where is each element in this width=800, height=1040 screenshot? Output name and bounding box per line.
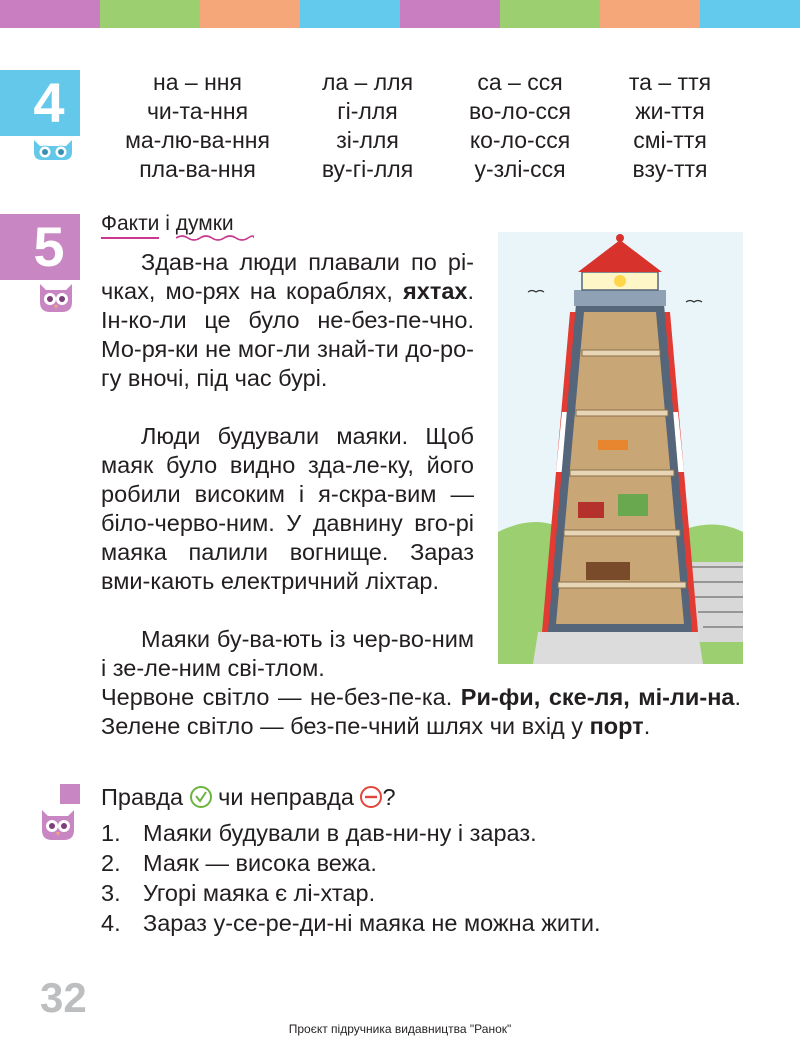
syllable-cell: жи-ття [635, 98, 705, 124]
syllable-table [100, 68, 740, 184]
exercise-4-badge [0, 70, 80, 136]
owl-icon [38, 808, 78, 842]
paragraph-2 [101, 422, 474, 596]
p4-text-a: Червоне світло — не-без-пе-ка. [101, 684, 461, 710]
paragraph-4 [101, 683, 741, 741]
stripe-segment [700, 0, 800, 28]
wavy-underline [176, 234, 254, 242]
exercise-5-number: 5 [33, 215, 65, 278]
exercise-4-number: 4 [33, 71, 65, 134]
p4-bold-hazards: Ри-фи, ске-ля, мі-ли-на [460, 684, 735, 710]
statement-item [101, 878, 600, 908]
section-heading [101, 212, 234, 236]
p4-text-c: . Зелене світло — без-пе-чний шлях чи вхід у [101, 684, 741, 739]
syllable-cell: у-злі-сся [474, 156, 566, 182]
statement-number: 2. [101, 850, 121, 876]
paragraph-3 [101, 625, 474, 683]
syllable-cell: са – сся [477, 69, 563, 95]
p2-text: Люди будували маяки. Щоб маяк було видно зда-ле-ку, його робили високим і я-скра-вим — біло-черво-ним. У давнину вго-рі маяка палили вогнище. Зараз вми-кають електричний ліхтар. [101, 423, 474, 594]
syllable-cell: зі-лля [336, 127, 399, 153]
syllable-cell: чи-та-ння [146, 98, 249, 124]
p4-text-e: . [643, 713, 651, 739]
p1-bold-yachts: яхтах [403, 278, 468, 304]
stripe-segment [400, 0, 500, 28]
owl-icon [36, 282, 76, 314]
syllable-cell: взу-ття [632, 156, 708, 182]
stripe-segment [100, 0, 200, 28]
p3-text: Маяки бу-ва-ють із чер-во-ним і зе-ле-ним сві-тлом. [101, 626, 474, 681]
stripe-segment [300, 0, 400, 28]
stripe-segment [600, 0, 700, 28]
statement-item [101, 908, 600, 938]
syllable-cell: ву-гі-лля [321, 156, 414, 182]
top-color-stripe [0, 0, 800, 28]
syllable-cell: смі-ття [633, 127, 707, 153]
syllable-cell: во-ло-сся [469, 98, 571, 124]
syllable-cell: пла-ва-ння [139, 156, 256, 182]
p4-bold-port: порт [589, 713, 644, 739]
stripe-segment [200, 0, 300, 28]
statement-text: Зараз у-се-ре-ди-ні маяка не можна жити. [143, 910, 601, 936]
syllable-cell: та – ття [628, 69, 712, 95]
syllable-cell: ла – лля [321, 69, 414, 95]
p1-text-c: . Ін-ко-ли це було не-без-пе-чно. Мо-ря-ки не мог-ли знай-ти до-ро-гу вночі, під час бурі. [101, 278, 474, 391]
word-true: Правда [101, 784, 184, 810]
statement-text: Угорі маяка є лі-хтар. [143, 880, 376, 906]
syllable-cell: гі-лля [337, 98, 398, 124]
page-number: 32 [40, 974, 87, 1021]
stripe-segment [500, 0, 600, 28]
statement-list [101, 818, 600, 938]
statement-number: 1. [101, 820, 121, 846]
p1-text-a: Здав-на люди плавали по рі-чках, мо-рях на кораблях, [101, 249, 474, 304]
footer-publisher: Проєкт підручника видавництва "Ранок" [288, 1022, 512, 1036]
statement-item [101, 848, 600, 878]
heading-word-thoughts-text: думки [175, 212, 234, 235]
task-square-marker [60, 784, 80, 804]
minus-mark-icon [360, 786, 382, 808]
exercise-5-badge [0, 214, 80, 280]
statement-number: 3. [101, 880, 121, 906]
owl-icon [30, 136, 76, 162]
statement-text: Маяки будували в дав-ни-ну і зараз. [143, 820, 537, 846]
check-mark-icon [190, 786, 212, 808]
stripe-segment [0, 0, 100, 28]
heading-word-thoughts [176, 212, 234, 235]
syllable-cell: ко-ло-сся [469, 127, 571, 153]
statement-text: Маяк — висока вежа. [143, 850, 377, 876]
true-false-question [101, 782, 396, 812]
paragraph-1 [101, 248, 474, 393]
statement-item [101, 818, 600, 848]
statement-number: 4. [101, 910, 121, 936]
syllable-cell: на – ння [153, 69, 242, 95]
question-mark: ? [382, 784, 396, 810]
heading-conjunction: і [159, 212, 176, 235]
word-or-false: чи неправда [218, 784, 354, 810]
heading-word-facts: Факти [101, 212, 159, 239]
lighthouse-illustration [498, 232, 743, 664]
syllable-cell: ма-лю-ва-ння [125, 127, 270, 153]
